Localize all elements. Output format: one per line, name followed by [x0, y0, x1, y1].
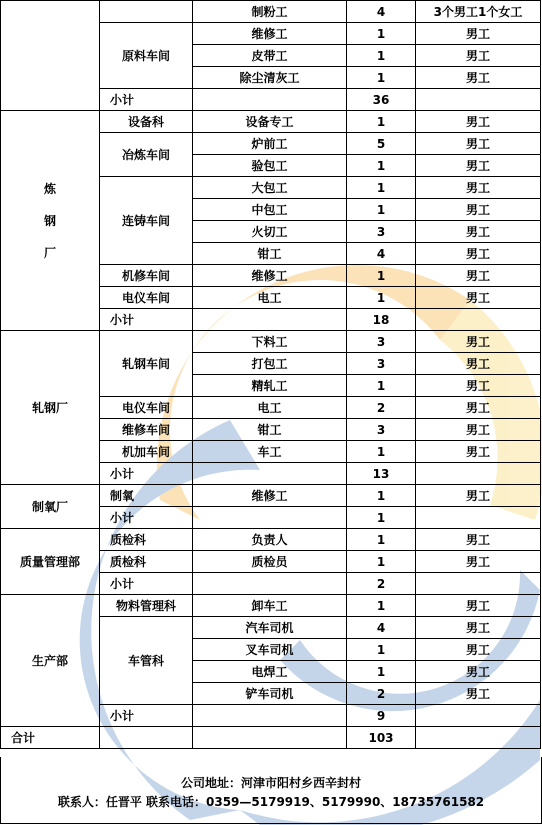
subtotal-count: 9	[347, 705, 416, 727]
count-cell: 4	[347, 617, 416, 639]
gender-cell: 男工	[416, 111, 541, 133]
job-cell: 火切工	[193, 221, 347, 243]
factory-cell: 制氧厂	[1, 485, 100, 529]
count-cell: 1	[347, 375, 416, 397]
subtotal-label: 小计	[100, 89, 193, 111]
count-cell: 1	[347, 67, 416, 89]
job-cell: 设备专工	[193, 111, 347, 133]
count-cell: 1	[347, 199, 416, 221]
subtotal-label: 小计	[100, 309, 193, 331]
gender-cell	[416, 705, 541, 727]
gender-cell: 男工	[416, 45, 541, 67]
job-cell: 电工	[193, 287, 347, 309]
table-row	[1, 111, 541, 133]
dept-cell: 电仪车间	[100, 287, 193, 309]
job-cell: 维修工	[193, 265, 347, 287]
gender-cell: 男工	[416, 441, 541, 463]
gender-cell: 男工	[416, 353, 541, 375]
count-cell: 1	[347, 177, 416, 199]
factory-cell: 质量管理部	[1, 529, 100, 595]
dept-cell: 质检科	[100, 551, 193, 573]
job-cell: 维修工	[193, 23, 347, 45]
gender-cell: 男工	[416, 397, 541, 419]
gender-cell: 男工	[416, 265, 541, 287]
gender-cell: 男工	[416, 155, 541, 177]
gender-cell: 男工	[416, 67, 541, 89]
count-cell: 1	[347, 485, 416, 507]
count-cell: 1	[347, 595, 416, 617]
gender-cell: 男工	[416, 177, 541, 199]
dept-cell: 原料车间	[100, 23, 193, 89]
gender-cell: 男工	[416, 375, 541, 397]
dept-cell	[100, 727, 193, 749]
job-cell: 精轧工	[193, 375, 347, 397]
count-cell: 4	[347, 1, 416, 23]
job-cell: 负责人	[193, 529, 347, 551]
job-cell: 汽车司机	[193, 617, 347, 639]
job-cell: 电焊工	[193, 661, 347, 683]
dept-cell: 冶炼车间	[100, 133, 193, 177]
job-cell: 打包工	[193, 353, 347, 375]
dept-cell: 车管科	[100, 617, 193, 705]
dept-cell: 制氧	[100, 485, 193, 507]
job-cell: 电工	[193, 397, 347, 419]
company-address: 公司地址：河津市阳村乡西辛封村	[180, 776, 361, 790]
subtotal-label: 小计	[100, 705, 193, 727]
gender-cell: 男工	[416, 661, 541, 683]
factory-cell: 生产部	[1, 595, 100, 727]
job-cell	[193, 573, 347, 595]
job-cell	[193, 705, 347, 727]
count-cell: 3	[347, 331, 416, 353]
count-cell: 1	[347, 265, 416, 287]
contact-footer	[0, 757, 542, 824]
job-cell	[193, 727, 347, 749]
job-cell: 质检员	[193, 551, 347, 573]
job-cell: 铲车司机	[193, 683, 347, 705]
dept-cell: 维修车间	[100, 419, 193, 441]
gender-cell: 男工	[416, 617, 541, 639]
dept-cell: 轧钢车间	[100, 331, 193, 397]
gender-cell: 男工	[416, 683, 541, 705]
gender-cell	[416, 727, 541, 749]
count-cell: 1	[347, 23, 416, 45]
count-cell: 3	[347, 353, 416, 375]
job-cell	[193, 507, 347, 529]
job-cell: 中包工	[193, 199, 347, 221]
gender-cell: 男工	[416, 133, 541, 155]
gender-cell: 男工	[416, 287, 541, 309]
table-row	[1, 529, 541, 551]
gender-cell: 男工	[416, 23, 541, 45]
job-cell	[193, 309, 347, 331]
count-cell: 3	[347, 419, 416, 441]
count-cell: 3	[347, 221, 416, 243]
count-cell: 1	[347, 661, 416, 683]
count-cell: 1	[347, 529, 416, 551]
gender-cell: 男工	[416, 199, 541, 221]
count-cell: 5	[347, 133, 416, 155]
gender-cell: 男工	[416, 419, 541, 441]
subtotal-count: 1	[347, 507, 416, 529]
job-cell: 叉车司机	[193, 639, 347, 661]
dept-cell: 机加车间	[100, 441, 193, 463]
total-count: 103	[347, 727, 416, 749]
subtotal-label: 小计	[100, 507, 193, 529]
subtotal-label: 小计	[100, 573, 193, 595]
gender-cell	[416, 89, 541, 111]
gender-cell: 男工	[416, 595, 541, 617]
job-cell: 皮带工	[193, 45, 347, 67]
job-cell	[193, 89, 347, 111]
subtotal-count: 36	[347, 89, 416, 111]
dept-cell: 物料管理科	[100, 595, 193, 617]
job-cell: 下料工	[193, 331, 347, 353]
count-cell: 1	[347, 441, 416, 463]
dept-cell: 设备科	[100, 111, 193, 133]
contact-info: 联系人：任晋平 联系电话：0359—5179919、5179990、18735761582	[57, 795, 485, 809]
gender-cell: 男工	[416, 331, 541, 353]
dept-cell: 质检科	[100, 529, 193, 551]
job-cell: 除尘清灰工	[193, 67, 347, 89]
table-row	[1, 331, 541, 353]
count-cell: 4	[347, 243, 416, 265]
gender-cell	[416, 573, 541, 595]
subtotal-count: 13	[347, 463, 416, 485]
job-cell: 钳工	[193, 419, 347, 441]
dept-cell: 机修车间	[100, 265, 193, 287]
dept-cell	[100, 1, 193, 23]
factory-cell	[1, 1, 100, 111]
count-cell: 1	[347, 639, 416, 661]
count-cell: 2	[347, 397, 416, 419]
gender-cell: 男工	[416, 221, 541, 243]
job-cell: 制粉工	[193, 1, 347, 23]
job-cell	[193, 463, 347, 485]
gender-cell: 男工	[416, 529, 541, 551]
gender-cell	[416, 309, 541, 331]
gender-cell: 男工	[416, 639, 541, 661]
job-cell: 钳工	[193, 243, 347, 265]
subtotal-count: 18	[347, 309, 416, 331]
gender-cell: 男工	[416, 485, 541, 507]
table-row	[1, 1, 541, 23]
total-row	[1, 727, 541, 749]
gender-cell	[416, 507, 541, 529]
count-cell: 1	[347, 45, 416, 67]
gender-cell: 男工	[416, 243, 541, 265]
table-row	[1, 595, 541, 617]
gender-cell: 男工	[416, 551, 541, 573]
job-cell: 维修工	[193, 485, 347, 507]
count-cell: 1	[347, 111, 416, 133]
factory-cell: 轧钢厂	[1, 331, 100, 485]
count-cell: 1	[347, 287, 416, 309]
count-cell: 1	[347, 155, 416, 177]
job-cell: 验包工	[193, 155, 347, 177]
table-row	[1, 485, 541, 507]
gender-cell: 3个男工1个女工	[416, 1, 541, 23]
count-cell: 2	[347, 683, 416, 705]
total-label: 合计	[1, 727, 100, 749]
job-cell: 车工	[193, 441, 347, 463]
count-cell: 1	[347, 551, 416, 573]
subtotal-label: 小计	[100, 463, 193, 485]
gender-cell	[416, 463, 541, 485]
job-cell: 卸车工	[193, 595, 347, 617]
subtotal-count: 2	[347, 573, 416, 595]
factory-cell: 炼 钢 厂	[1, 111, 100, 331]
dept-cell: 电仪车间	[100, 397, 193, 419]
job-cell: 大包工	[193, 177, 347, 199]
dept-cell: 连铸车间	[100, 177, 193, 265]
job-cell: 炉前工	[193, 133, 347, 155]
